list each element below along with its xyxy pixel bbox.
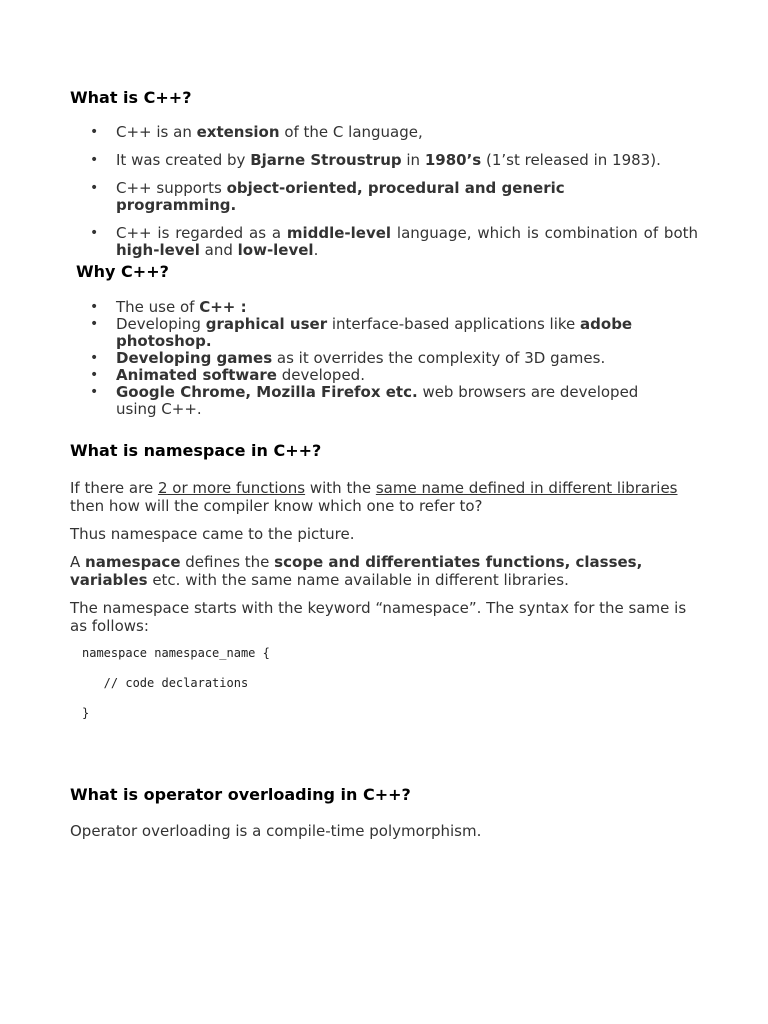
heading-why-cpp: Why C++?	[76, 262, 169, 281]
code-line: // code declarations	[82, 676, 249, 690]
list-item: • Animated software developed.	[70, 367, 698, 384]
list-item: • C++ supports object-oriented, procedural and generic programming.	[70, 180, 698, 214]
namespace-code-block	[82, 638, 270, 728]
namespace-paragraph-2: Thus namespace came to the picture.	[70, 525, 355, 543]
list-item: • Developing graphical user interface-based applications like adobe photoshop.	[70, 316, 698, 350]
heading-operator-overloading: What is operator overloading in C++?	[70, 785, 411, 804]
list-item: • Developing games as it overrides the complexity of 3D games.	[70, 350, 698, 367]
list-item: • C++ is an extension of the C language,	[70, 124, 698, 141]
list-item: • C++ is regarded as a middle-level language, which is combination of both high-level and low-level.	[70, 225, 698, 259]
namespace-paragraph-1: If there are 2 or more functions with the same name defined in different libraries then how will the compiler know which one to refer to?	[70, 479, 678, 515]
code-line: namespace namespace_name {	[82, 646, 270, 660]
list-item: • Google Chrome, Mozilla Firefox etc. web browsers are developed using C++.	[70, 384, 698, 418]
code-line: }	[82, 706, 90, 720]
what-is-cpp-list	[70, 124, 698, 270]
list-item: • The use of C++ :	[70, 299, 698, 316]
namespace-paragraph-3: A namespace defines the scope and differentiates functions, classes, variables etc. with the same name available in different libraries.	[70, 553, 643, 589]
operator-overloading-paragraph: Operator overloading is a compile-time polymorphism.	[70, 822, 482, 840]
why-cpp-list	[70, 299, 698, 418]
heading-namespace: What is namespace in C++?	[70, 441, 322, 460]
list-item: • It was created by Bjarne Stroustrup in 1980’s (1’st released in 1983).	[70, 152, 698, 169]
namespace-paragraph-4: The namespace starts with the keyword “namespace”. The syntax for the same is as follows:	[70, 599, 687, 635]
heading-what-is-cpp: What is C++?	[70, 88, 192, 107]
